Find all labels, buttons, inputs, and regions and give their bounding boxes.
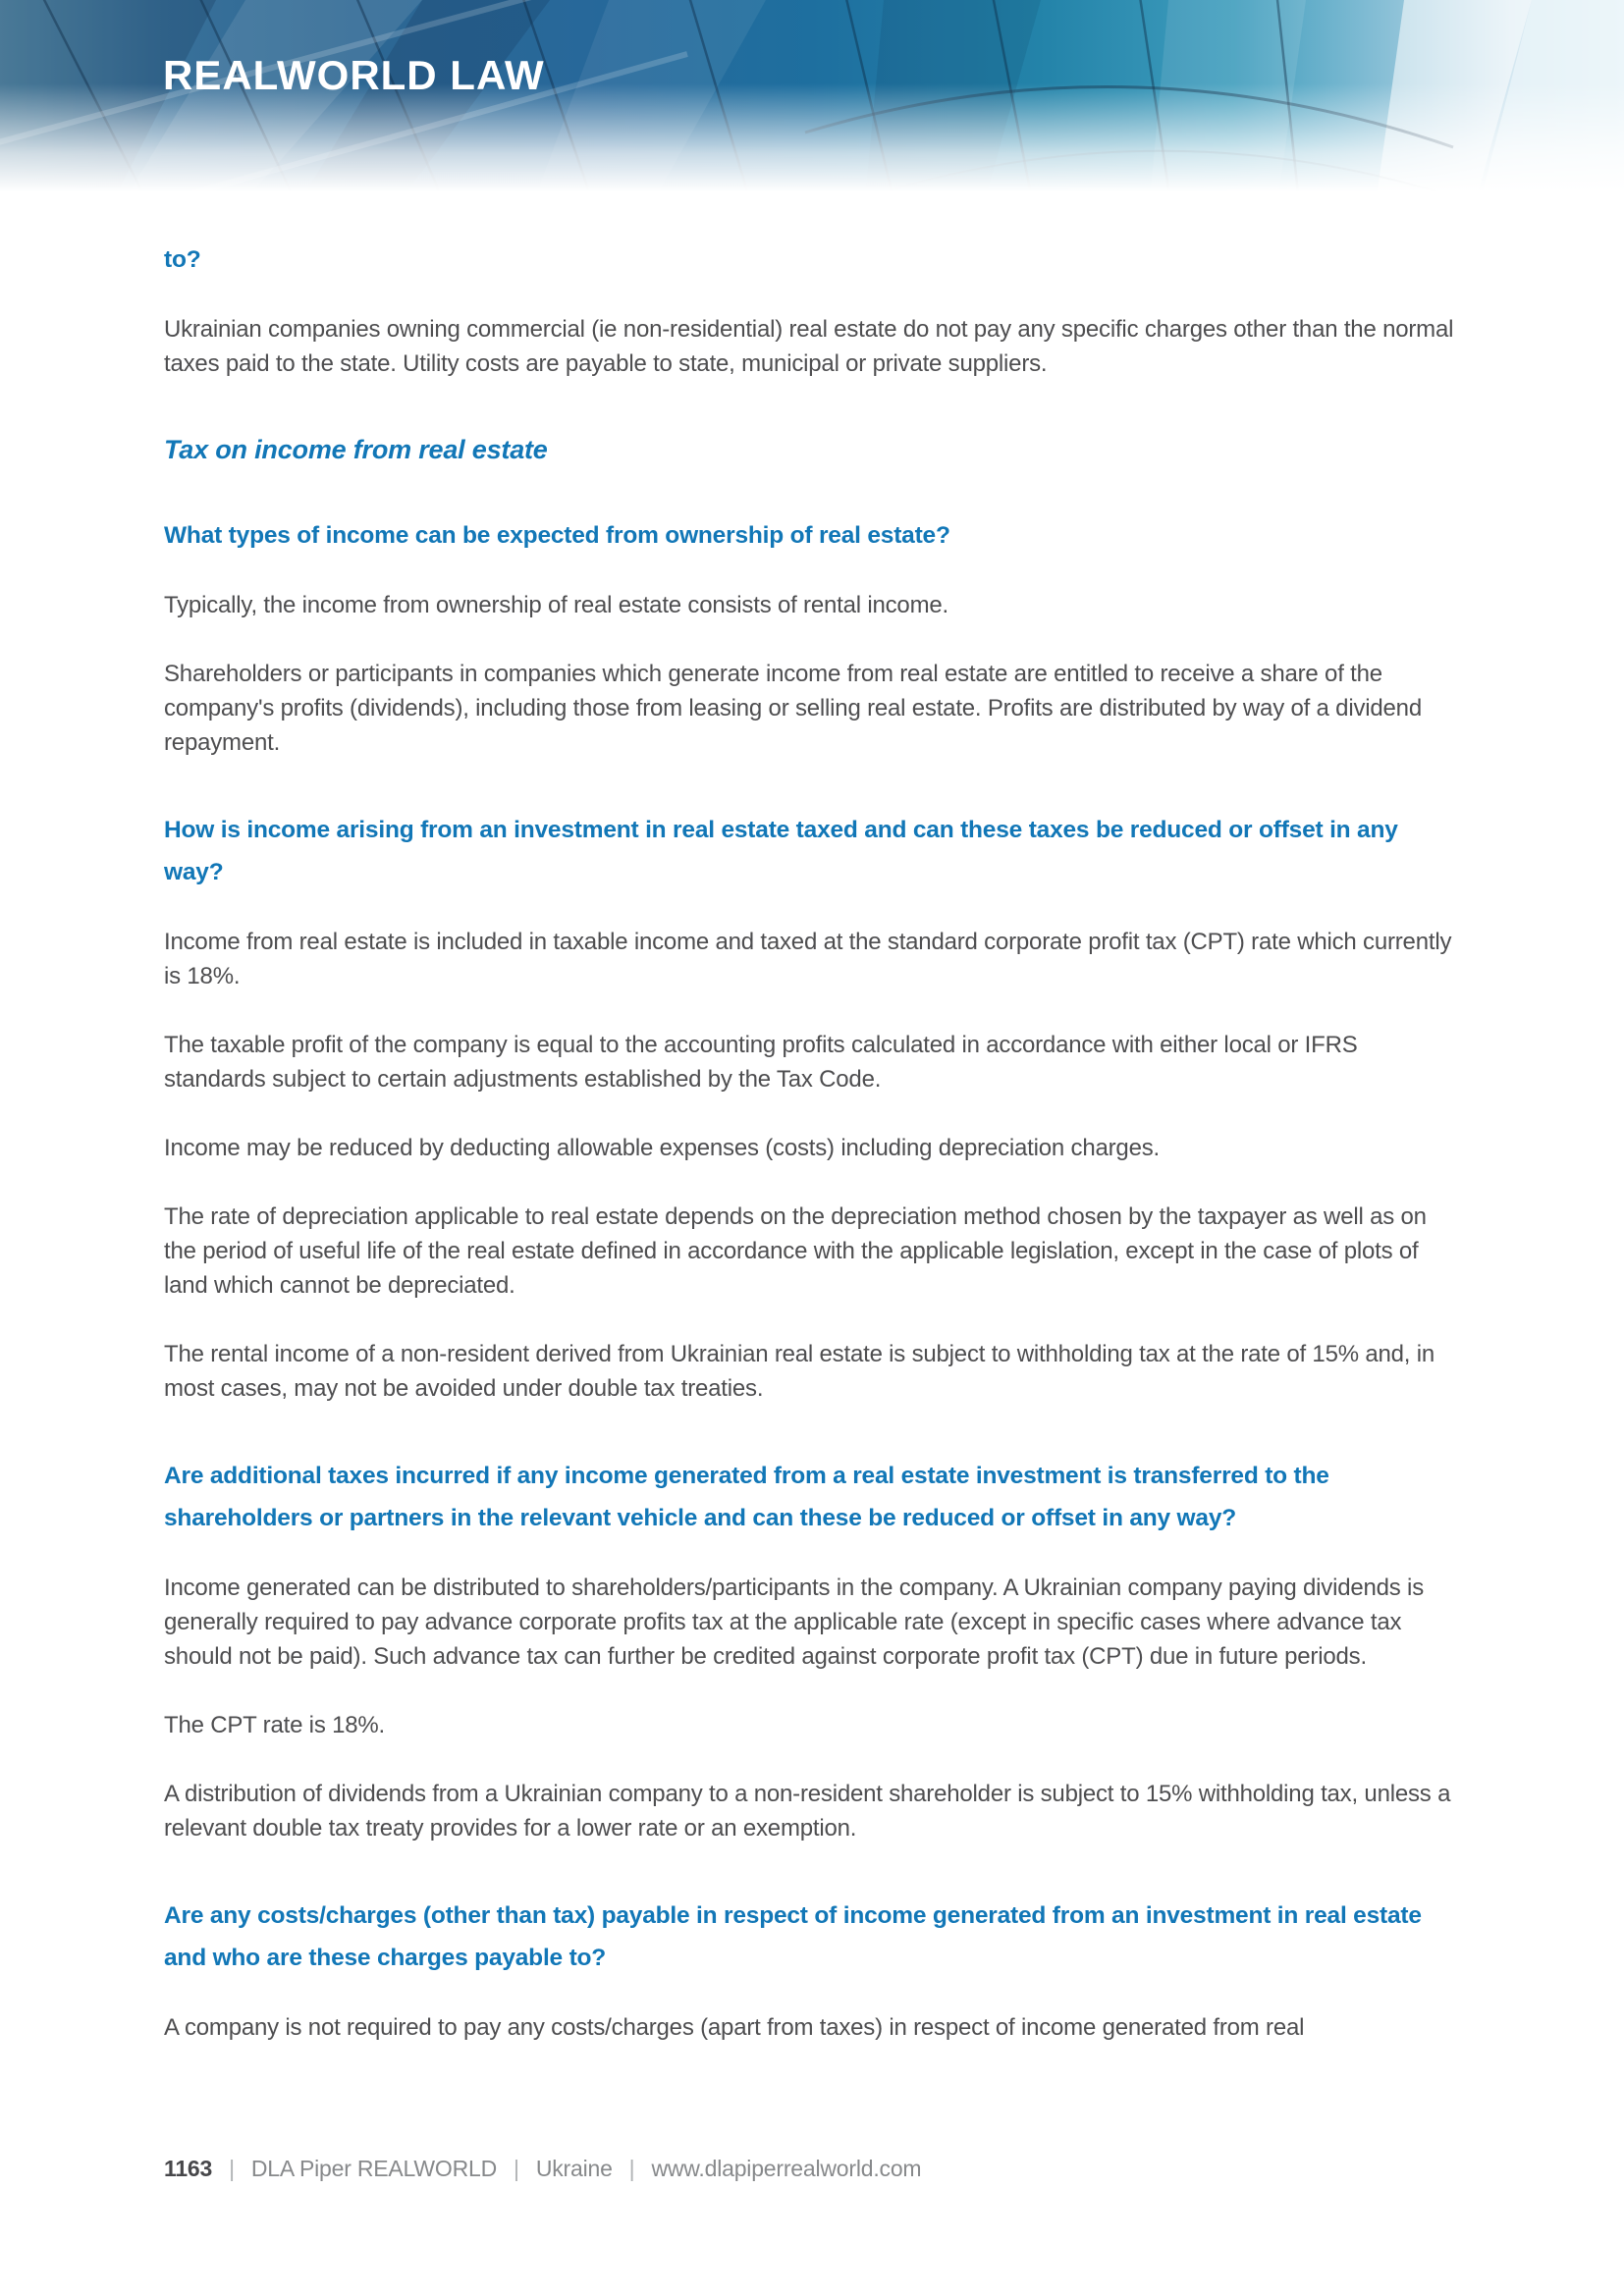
paragraph: The taxable profit of the company is equal to the accounting profits calculated in accordance with either local or IFRS standards subject to certain adjustments established by the Tax Code. bbox=[164, 1032, 1358, 1093]
question-heading: Are any costs/charges (other than tax) payable in respect of income generated from an investment in real estate and who are these charges payable to? bbox=[164, 1902, 1422, 1971]
brand-title: REALWORLD LAW bbox=[163, 52, 545, 98]
paragraph: The CPT rate is 18%. bbox=[164, 1712, 385, 1738]
paragraph: The rental income of a non-resident derived from Ukrainian real estate is subject to withholding tax at the rate of 15% and, in most cases, may not be avoided under double tax treaties. bbox=[164, 1341, 1435, 1402]
paragraph: Income may be reduced by deducting allowable expenses (costs) including depreciation charges. bbox=[164, 1135, 1160, 1161]
paragraph: The rate of depreciation applicable to real estate depends on the depreciation method chosen by the taxpayer as well as on the period of useful life of the real estate defined in accordance with the applicable legislation, except in the case of plots of land which cannot be depreciated. bbox=[164, 1203, 1427, 1299]
page-number: 1163 bbox=[164, 2156, 213, 2181]
paragraph: Income generated can be distributed to shareholders/participants in the company. A Ukrainian company paying dividends is generally required to pay advance corporate profits tax at the applicable rate (except in specific cases where advance tax should not be paid). Such advance tax can further be credited against corporate profit tax (CPT) due in future periods. bbox=[164, 1575, 1424, 1670]
paragraph: A company is not required to pay any costs/charges (apart from taxes) in respect of income generated from real bbox=[164, 2014, 1305, 2041]
paragraph: Ukrainian companies owning commercial (ie non-residential) real estate do not pay any specific charges other than the normal taxes paid to the state. Utility costs are payable to state, municipal or private suppliers. bbox=[164, 316, 1454, 377]
footer-brand: DLA Piper REALWORLD bbox=[250, 2156, 498, 2181]
footer-url[interactable]: www.dlapiperrealworld.com bbox=[651, 2156, 922, 2181]
footer-separator: | bbox=[628, 2156, 635, 2181]
page-footer bbox=[164, 2156, 921, 2182]
footer-country: Ukraine bbox=[535, 2156, 613, 2181]
question-heading: How is income arising from an investment in real estate taxed and can these taxes be reduced or offset in any way? bbox=[164, 817, 1398, 885]
paragraph: Typically, the income from ownership of real estate consists of rental income. bbox=[164, 592, 948, 618]
question-heading: What types of income can be expected from ownership of real estate? bbox=[164, 522, 950, 549]
paragraph: A distribution of dividends from a Ukrainian company to a non-resident shareholder is subject to 15% withholding tax, unless a relevant double tax treaty provides for a lower rate or an exemption. bbox=[164, 1781, 1451, 1842]
paragraph: Shareholders or participants in companies which generate income from real estate are entitled to receive a share of the company's profits (dividends), including those from leasing or selling real estate. Profits are distributed by way of a dividend repayment. bbox=[164, 661, 1422, 756]
page-content bbox=[0, 239, 1624, 2045]
section-heading: Tax on income from real estate bbox=[164, 435, 548, 464]
glass-building-photo bbox=[0, 0, 1624, 211]
header-banner bbox=[0, 0, 1624, 211]
footer-separator: | bbox=[514, 2156, 519, 2181]
footer-separator: | bbox=[229, 2156, 235, 2181]
paragraph: Income from real estate is included in taxable income and taxed at the standard corporate profit tax (CPT) rate which currently is 18%. bbox=[164, 929, 1452, 989]
question-heading: to? bbox=[164, 246, 201, 273]
question-heading: Are additional taxes incurred if any income generated from a real estate investment is transferred to the shareholders or partners in the relevant vehicle and can these be reduced or offset in any way? bbox=[164, 1463, 1329, 1531]
